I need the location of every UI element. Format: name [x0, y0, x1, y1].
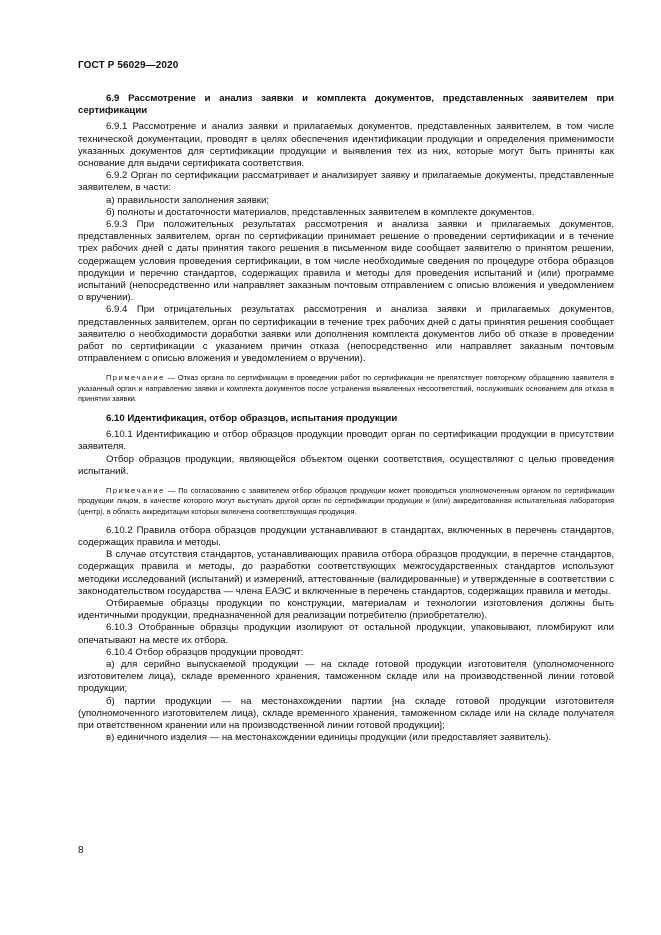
note — [78, 373, 614, 404]
list-item: в) единичного изделия — на местонахождении единицы продукции (или предоставляет заявитель). — [106, 732, 552, 744]
paragraph: 6.9.1 Рассмотрение и анализ заявки и прилагаемых документов, представленных заявителем, в том числе технической документации, проводят в целях обеспечения идентификации продукции и определения применимости указанных документов для сертификации продукции и выявления тех из них, которые могут быть приняты как основание для выдачи сертификата соответствия. — [78, 121, 614, 170]
paragraph: 6.10.3 Отобранные образцы продукции изолируют от остальной продукции, упаковывают, пломбируют или опечатывают на месте их отбора. — [78, 622, 614, 646]
note-label: Примечание — [106, 486, 165, 496]
paragraph: Отбираемые образцы продукции по конструкции, материалам и технологии изготовления должны быть идентичными продукции, предназначенной для реализации потребителю (приобретателю). — [78, 597, 614, 622]
paragraph: 6.10.4 Отбор образцов продукции проводят: — [106, 646, 304, 658]
paragraph: 6.9.4 При отрицательных результатах рассмотрения и анализа заявки и прилагаемых документов, представленных заявителем, орган по сертификации в течение трех рабочих дней с даты принятия решения сообщает заявителю о необходимости доработки заявки или дополнения комплекта документов либо об отказе в проведении работ по сертификации с указанием причин отказа (непосредственно или направляет заказным почтовым отправлением с описью вложения и уведомлением о вручении). — [78, 304, 614, 365]
document-header: ГОСТ Р 56029—2020 — [78, 60, 179, 71]
list-item: б) партии продукции — на местонахождении партии [на складе готовой продукции изготовителя (уполномоченного изготовителем лица), складе временного хранения, таможенном складе или на складе получателя при ответственном хранении или на производственной линии готовой продукции]; — [78, 695, 614, 731]
section-heading: 6.9 Рассмотрение и анализ заявки и комплекта документов, представленных заявителем при сертификации — [78, 93, 614, 117]
paragraph: 6.9.2 Орган по сертификации рассматривает и анализирует заявку и прилагаемые документы, представленные заявителем, в части: — [78, 170, 614, 194]
paragraph: 6.10.2 Правила отбора образцов продукции устанавливают в стандартах, включенных в перечень стандартов, содержащих правила и методы. — [78, 524, 614, 548]
page-number: 8 — [78, 845, 84, 856]
list-item: а) для серийно выпускаемой продукции — на складе готовой продукции изготовителя (уполномоченного изготовителем лица), складе временного хранения, таможенном складе или на производственной линии готовой продукции; — [78, 658, 614, 695]
note — [78, 486, 614, 517]
note-text: — Отказ органа по сертификации в проведении работ по сертификации не препятствует повторному обращению заявителя в указанный орган и направлению заявки и комплекта документов после устранения выявленных несоответствий, послуживших основанием для отказа в принятии заявки. — [78, 373, 614, 403]
list-item: а) правильности заполнения заявки; — [106, 194, 270, 206]
note-label: Примечание — [106, 373, 165, 383]
section-heading: 6.10 Идентификация, отбор образцов, испытания продукции — [106, 413, 398, 425]
list-item: б) полноты и достаточности материалов, представленных заявителем в комплекте документов. — [106, 206, 535, 218]
paragraph: Отбор образцов продукции, являющейся объектом оценки соответствия, осуществляют с целью проведения испытаний. — [78, 453, 614, 477]
paragraph: В случае отсутствия стандартов, устанавливающих правила отбора образцов продукции, в перечне стандартов, содержащих правила и методы, до разработки соответствующих межгосударственных стандартов используют методики исследований (испытаний) и измерений, аттестованные (валидированные) и утвержденные в соответствии с законодательством государства — члена ЕАЭС и включенные в перечень стандартов, содержащих правила и методы. — [78, 549, 614, 597]
paragraph: 6.10.1 Идентификацию и отбор образцов продукции проводит орган по сертификации продукции в присутствии заявителя. — [78, 429, 614, 453]
note-text: — По согласованию с заявителем отбор образцов продукции может проводиться уполномоченным органом по сертификации продукции лицом, в качестве которого могут выступать другой орган по сертификации продукции и (или) аккредитованная испытательная лаборатория (центр), в область аккредитации которых включена соответствующая продукция. — [78, 486, 614, 516]
paragraph: 6.9.3 При положительных результатах рассмотрения и анализа заявки и прилагаемых документов, представленных заявителем, орган по сертификации принимает решение о проведении сертификации и в течение трех рабочих дней с даты принятия такого решения в письменном виде сообщает заявителю о принятом решении, содержащем условия проведения сертификации, в том числе необходимые сведения по процедуре отбора образцов продукции и перечню стандартов, содержащих правила и методы для проведения испытаний и (или) программе испытаний (непосредственно или направляет заказным почтовым отправлением с описью вложения и уведомлением о вручении). — [78, 219, 614, 304]
document-body — [78, 93, 614, 744]
